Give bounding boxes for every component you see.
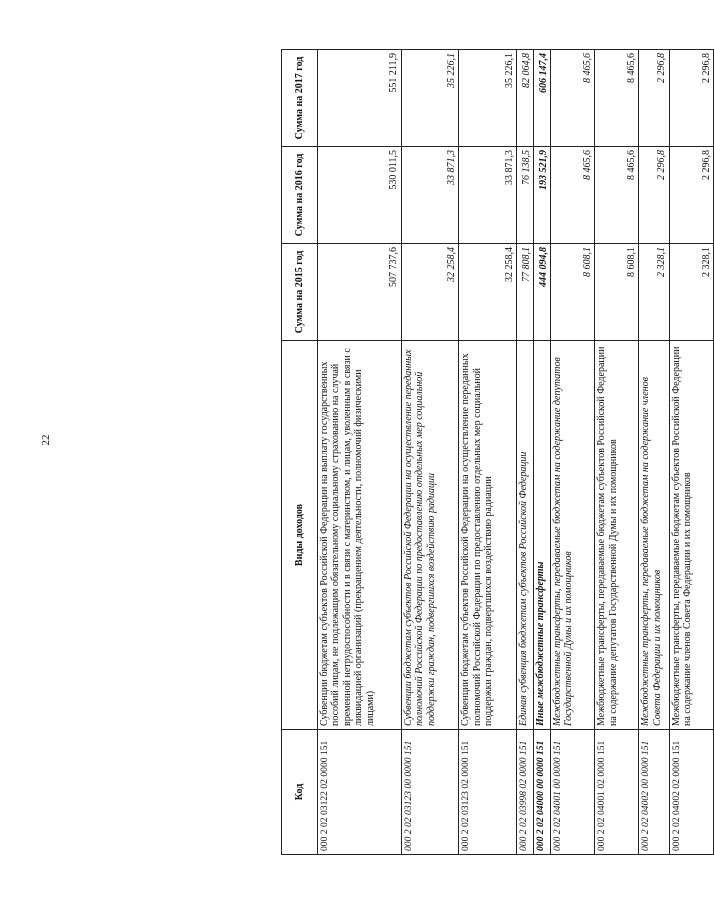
table-row: [595, 50, 639, 855]
row-sum-2015: 32 258,4: [401, 244, 459, 341]
table-row: [551, 50, 595, 855]
row-sum-2017: 8 465,6: [551, 50, 595, 147]
page-number: 22: [40, 434, 52, 446]
row-sum-2016: 33 871,3: [401, 147, 459, 244]
row-name: Субвенции бюджетам субъектов Российской Федерации на осуществление переданных полномочий Российской Федерации по предоставлению отдельных мер социальной поддержки граждан, подвергшихся воздействию радиации: [459, 341, 517, 730]
row-sum-2017: 2 296,8: [639, 50, 670, 147]
row-sum-2015: 77 808,1: [517, 244, 534, 341]
table-header-row: [282, 50, 318, 855]
row-sum-2016: 8 465,6: [595, 147, 639, 244]
row-sum-2017: 2 296,8: [669, 50, 713, 147]
row-sum-2015: 507 737,6: [318, 244, 402, 341]
row-name: Межбюджетные трансферты, передаваемые бюджетам субъектов Российской Федерации на содержание депутатов Государственной Думы и их помощников: [595, 341, 639, 730]
row-name: Субвенции бюджетам субъектов Российской Федерации на выплату государственных пособий лицам, не подлежащим обязательному социальному страхованию на случай временной нетрудоспособности и в связи с материнством, и лицам, уволенным в связи с ликвидацией организаций (прекращением деятельности, полномочий физическими лицами): [318, 341, 402, 730]
row-sum-2016: 8 465,6: [551, 147, 595, 244]
row-sum-2017: 82 064,8: [517, 50, 534, 147]
table-row: [401, 50, 459, 855]
table-row: [459, 50, 517, 855]
table-row: [669, 50, 713, 855]
row-sum-2016: 33 871,3: [459, 147, 517, 244]
row-sum-2017: 8 465,6: [595, 50, 639, 147]
row-sum-2015: 32 258,4: [459, 244, 517, 341]
row-name: Межбюджетные трансферты, передаваемые бюджетам субъектов Российской Федерации на содержание членов Совета Федерации и их помощников: [669, 341, 713, 730]
row-sum-2015: 2 328,1: [669, 244, 713, 341]
row-sum-2017: 606 147,4: [534, 50, 551, 147]
rotated-page: [281, 50, 714, 855]
row-name: Единая субвенция бюджетам субъектов Российской Федерации: [517, 341, 534, 730]
row-name: Межбюджетные трансферты, передаваемые бюджетам на содержание депутатов Государственной Думы и их помощников: [551, 341, 595, 730]
row-code: 000 2 02 04001 00 0000 151: [551, 730, 595, 855]
header-sum-2017: Сумма на 2017 год: [282, 50, 318, 147]
row-sum-2016: 530 011,5: [318, 147, 402, 244]
row-sum-2015: 2 328,1: [639, 244, 670, 341]
row-sum-2015: 444 094,8: [534, 244, 551, 341]
row-sum-2015: 8 608,1: [551, 244, 595, 341]
row-name: Межбюджетные трансферты, передаваемые бюджетам на содержание членов Совета Федерации и их помощников: [639, 341, 670, 730]
table-row: [318, 50, 402, 855]
row-sum-2016: 76 138,5: [517, 147, 534, 244]
row-sum-2016: 2 296,8: [669, 147, 713, 244]
row-sum-2015: 8 608,1: [595, 244, 639, 341]
row-code: 000 2 02 04000 00 0000 151: [534, 730, 551, 855]
row-sum-2017: 551 211,9: [318, 50, 402, 147]
row-name: Субвенции бюджетам субъектов Российской Федерации на осуществление переданных полномочий Российской Федерации по предоставлению отдельных мер социальной поддержки граждан, подвергшихся воздействию радиации: [401, 341, 459, 730]
table-row: [639, 50, 670, 855]
header-code: Код: [282, 730, 318, 855]
header-sum-2016: Сумма на 2016 год: [282, 147, 318, 244]
revenue-table: [281, 49, 714, 855]
row-code: 000 2 02 04001 02 0000 151: [595, 730, 639, 855]
row-sum-2016: 2 296,8: [639, 147, 670, 244]
header-name: Виды доходов: [282, 341, 318, 730]
row-code: 000 2 02 04002 00 0000 151: [639, 730, 670, 855]
table-row: [517, 50, 534, 855]
row-code: 000 2 02 03998 02 0000 151: [517, 730, 534, 855]
row-sum-2017: 35 226,1: [401, 50, 459, 147]
row-code: 000 2 02 03123 00 0000 151: [401, 730, 459, 855]
row-sum-2016: 193 521,9: [534, 147, 551, 244]
header-sum-2015: Сумма на 2015 год: [282, 244, 318, 341]
row-name: Иные межбюджетные трансферты: [534, 341, 551, 730]
table-row: [534, 50, 551, 855]
row-sum-2017: 35 226,1: [459, 50, 517, 147]
row-code: 000 2 02 03123 02 0000 151: [459, 730, 517, 855]
row-code: 000 2 02 04002 02 0000 151: [669, 730, 713, 855]
row-code: 000 2 02 03122 02 0000 151: [318, 730, 402, 855]
